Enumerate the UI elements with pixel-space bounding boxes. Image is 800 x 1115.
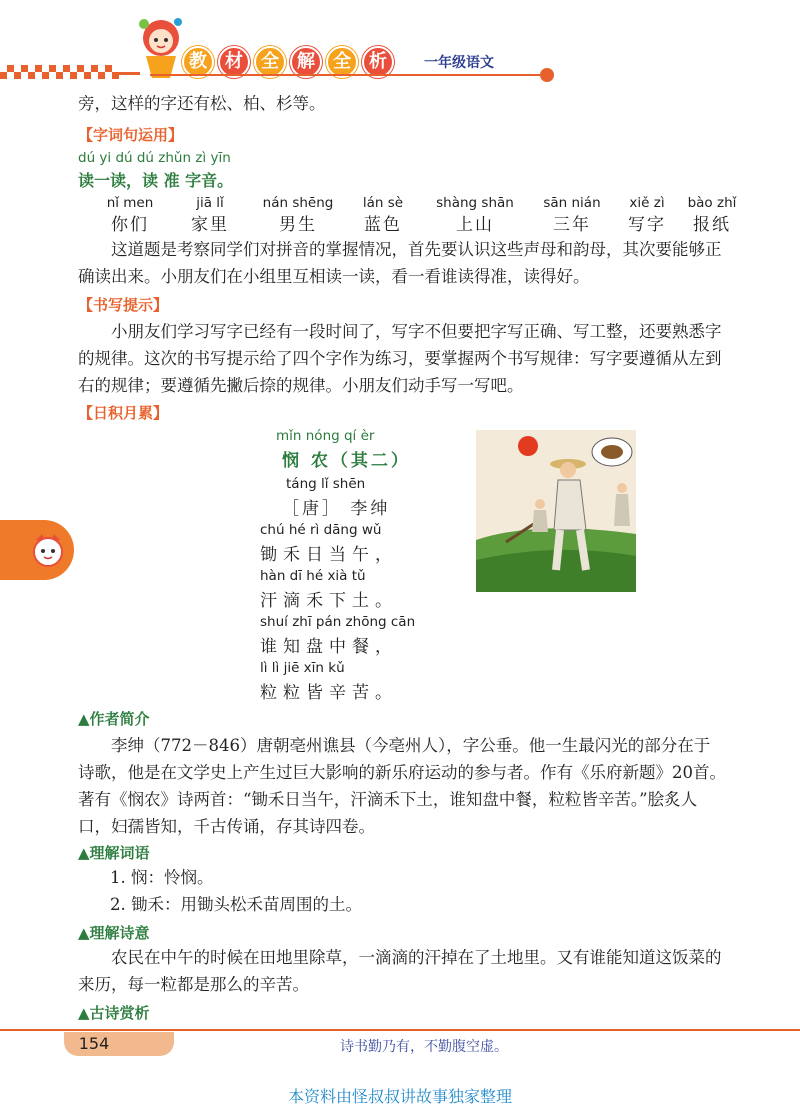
credit-text: 本资料由怪叔叔讲故事独家整理: [287, 1087, 512, 1106]
poem-title: 悯 农（其二）: [282, 451, 411, 471]
word-chars: 三年: [553, 215, 591, 235]
word-note: 1. 悯：怜悯。: [110, 868, 214, 887]
word-pinyin: lán sè: [362, 195, 404, 211]
word-pinyin: bào zhǐ: [687, 195, 737, 211]
word-item: [100, 194, 160, 238]
intro-text: 旁，这样的字还有松、柏、杉等。: [78, 94, 326, 113]
poem-line: 粒粒皆辛苦。: [260, 683, 398, 703]
reading-paragraph: 这道题是考察同学们对拼音的掌握情况，首先要认识这些声母和韵母，其次要能够正确读出来。小朋友们在小组里互相读一读，看一看谁读得准，读得好。: [78, 240, 722, 286]
grade-label: 一年级语文: [424, 55, 494, 71]
poem-author: ［唐］ 李绅: [282, 499, 391, 519]
header-title-char: 解: [290, 46, 322, 78]
footer-motto: 诗书勤乃有，不勤腹空虚。: [340, 1039, 508, 1055]
word-note: 2. 锄禾：用锄头松禾苗周围的土。: [110, 895, 362, 914]
word-chars: 男生: [279, 215, 317, 235]
header-title-char: 全: [254, 46, 286, 78]
word-pinyin: jiā lǐ: [196, 195, 224, 211]
instruction-pinyin: dú yi dú dú zhǔn zì yīn: [78, 150, 231, 166]
header-title-char: 材: [218, 46, 250, 78]
poem-meaning-heading: ▲理解诗意: [78, 924, 150, 942]
meaning-paragraph: 农民在中午的时候在田地里除草，一滴滴的汗掉在了土地里。又有谁能知道这饭菜的来历，每一粒都是那么的辛苦。: [78, 948, 722, 994]
word-item: [348, 194, 418, 238]
poem-line-pinyin: shuí zhī pán zhōng cān: [260, 614, 416, 630]
word-chars: 上山: [456, 215, 494, 235]
header-title-char: 教: [182, 46, 214, 78]
footer-rule: [0, 1029, 800, 1031]
author-intro-heading: ▲作者简介: [78, 710, 150, 728]
word-chars: 蓝色: [364, 215, 402, 235]
word-chars: 你们: [111, 215, 149, 235]
section-shuxie-heading: 【书写提示】: [78, 296, 169, 314]
poem-line-pinyin: chú hé rì dāng wǔ: [260, 522, 382, 538]
word-pinyin: sān nián: [543, 195, 601, 211]
header-title-char: 全: [326, 46, 358, 78]
farmer-illustration: [476, 430, 636, 592]
word-item: [622, 194, 672, 238]
word-item: [258, 194, 338, 238]
header-checker-decoration: [0, 58, 140, 86]
author-paragraph: 李绅（772－846）唐朝亳州谯县（今亳州人），字公垂。他一生最闪光的部分在于诗歌，他是在文学史上产生过巨大影响的新乐府运动的参与者。作有《乐府新题》20首。著有《悯农》诗两首：“锄禾日当午，汗滴禾下土，谁知盘中餐，粒粒皆辛苦。”脍炙人口，妇孺皆知，千古传诵，存其诗四卷。: [78, 736, 726, 836]
poem-author-pinyin: táng lǐ shēn: [286, 476, 366, 492]
word-notes-heading: ▲理解词语: [78, 844, 150, 862]
poem-line: 锄禾日当午，: [260, 545, 398, 565]
word-chars: 写字: [628, 215, 666, 235]
header-dot-icon: [540, 68, 554, 82]
word-item: [180, 194, 240, 238]
header-title-char: 析: [362, 46, 394, 78]
word-chars: 报纸: [693, 215, 731, 235]
poem-title-pinyin: mǐn nóng qí èr: [276, 428, 375, 444]
appreciation-heading: ▲古诗赏析: [78, 1004, 150, 1022]
poem-line: 谁知盘中餐，: [260, 637, 398, 657]
word-pinyin: nán shēng: [262, 195, 334, 211]
poem-line-pinyin: hàn dī hé xià tǔ: [260, 568, 366, 584]
word-item: [532, 194, 612, 238]
header-rule: [150, 74, 540, 76]
word-pinyin: xiě zì: [629, 195, 665, 211]
word-pinyin: nǐ men: [106, 195, 154, 211]
writing-paragraph: 小朋友们学习写字已经有一段时间了，写字不但要把字写正确、写工整，还要熟悉字的规律。这次的书写提示给了四个字作为练习，要掌握两个书写规律：写字要遵循从左到右的规律；要遵循先撇后捺的规律。小朋友们动手写一写吧。: [78, 322, 722, 395]
section-riji-heading: 【日积月累】: [78, 404, 169, 422]
word-item: [430, 194, 520, 238]
instruction-text: 读一读，读 准 字音。: [78, 171, 234, 190]
cat-face-icon: [30, 532, 66, 568]
word-chars: 家里: [191, 215, 229, 235]
section-zici-heading: 【字词句运用】: [78, 126, 184, 144]
word-pinyin: shàng shān: [436, 195, 514, 211]
word-item: [682, 194, 742, 238]
poem-line: 汗滴禾下土。: [260, 591, 398, 611]
page-number: 154: [78, 1034, 110, 1053]
poem-line-pinyin: lì lì jiē xīn kǔ: [260, 660, 345, 676]
